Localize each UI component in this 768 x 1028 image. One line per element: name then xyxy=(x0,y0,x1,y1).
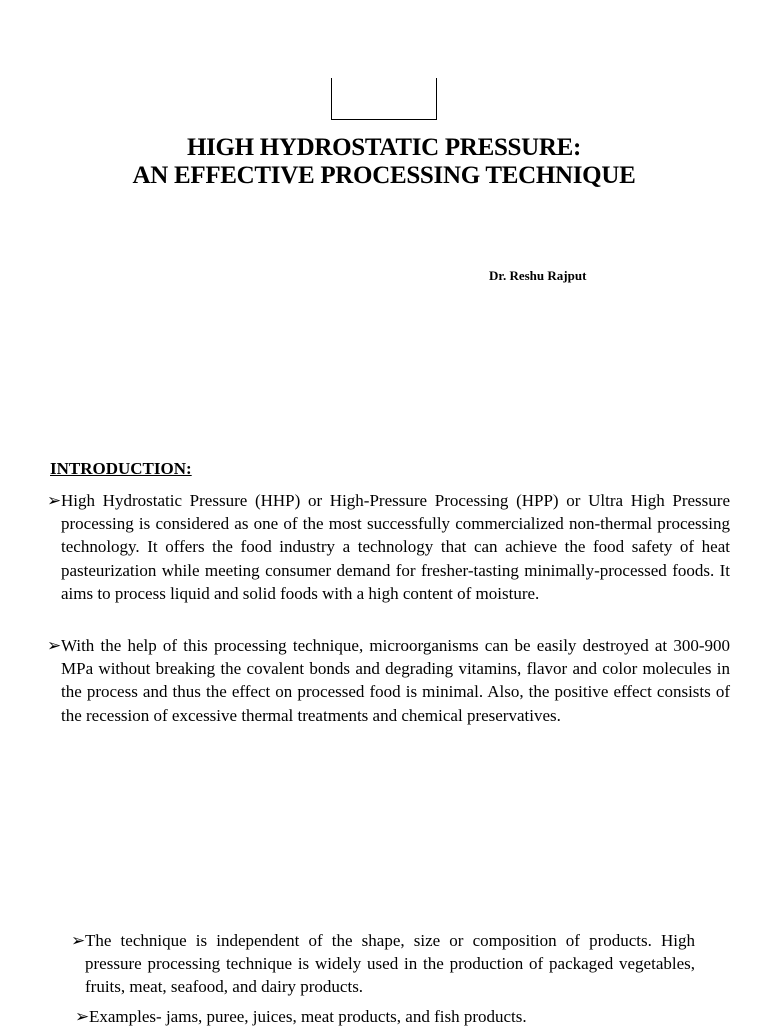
bullet-arrow-icon: ➢ xyxy=(47,491,62,510)
bullet-arrow-icon: ➢ xyxy=(71,931,86,950)
bullet-text: Examples- jams, puree, juices, meat products, and fish products. xyxy=(89,1007,527,1026)
bullet-item xyxy=(47,489,730,605)
bullet-text: The technique is independent of the shape, size or composition of products. High pressure processing technique is widely used in the production of packaged vegetables, fruits, meat, seafood, and dairy products. xyxy=(85,931,695,997)
title-line-2: AN EFFECTIVE PROCESSING TECHNIQUE xyxy=(132,162,636,189)
header-box xyxy=(331,78,437,120)
bullet-item xyxy=(47,634,730,727)
bullet-text: High Hydrostatic Pressure (HHP) or High-Pressure Processing (HPP) or Ultra High Pressure processing is considered as one of the most successfully commercialized non-thermal processing technology. It offers the food industry a technology that can achieve the food safety of heat pasteurization while meeting consumer demand for fresher-tasting minimally-processed foods. It aims to process liquid and solid foods with a high content of moisture. xyxy=(61,491,730,603)
bullet-arrow-icon: ➢ xyxy=(75,1007,90,1026)
bullet-text: With the help of this processing technique, microorganisms can be easily destroyed at 300-900 MPa without breaking the covalent bonds and degrading vitamins, flavor and color molecules in the process and thus the effect on processed food is minimal. Also, the positive effect consists of the recession of excessive thermal treatments and chemical preservatives. xyxy=(61,636,730,725)
bullet-item xyxy=(71,929,695,999)
document-title xyxy=(0,134,768,190)
bullet-item xyxy=(75,1005,729,1028)
title-line-1: HIGH HYDROSTATIC PRESSURE: xyxy=(186,134,582,161)
author-name: Dr. Reshu Rajput xyxy=(489,268,587,283)
bullet-arrow-icon: ➢ xyxy=(47,636,62,655)
section-heading: INTRODUCTION: xyxy=(50,459,192,478)
